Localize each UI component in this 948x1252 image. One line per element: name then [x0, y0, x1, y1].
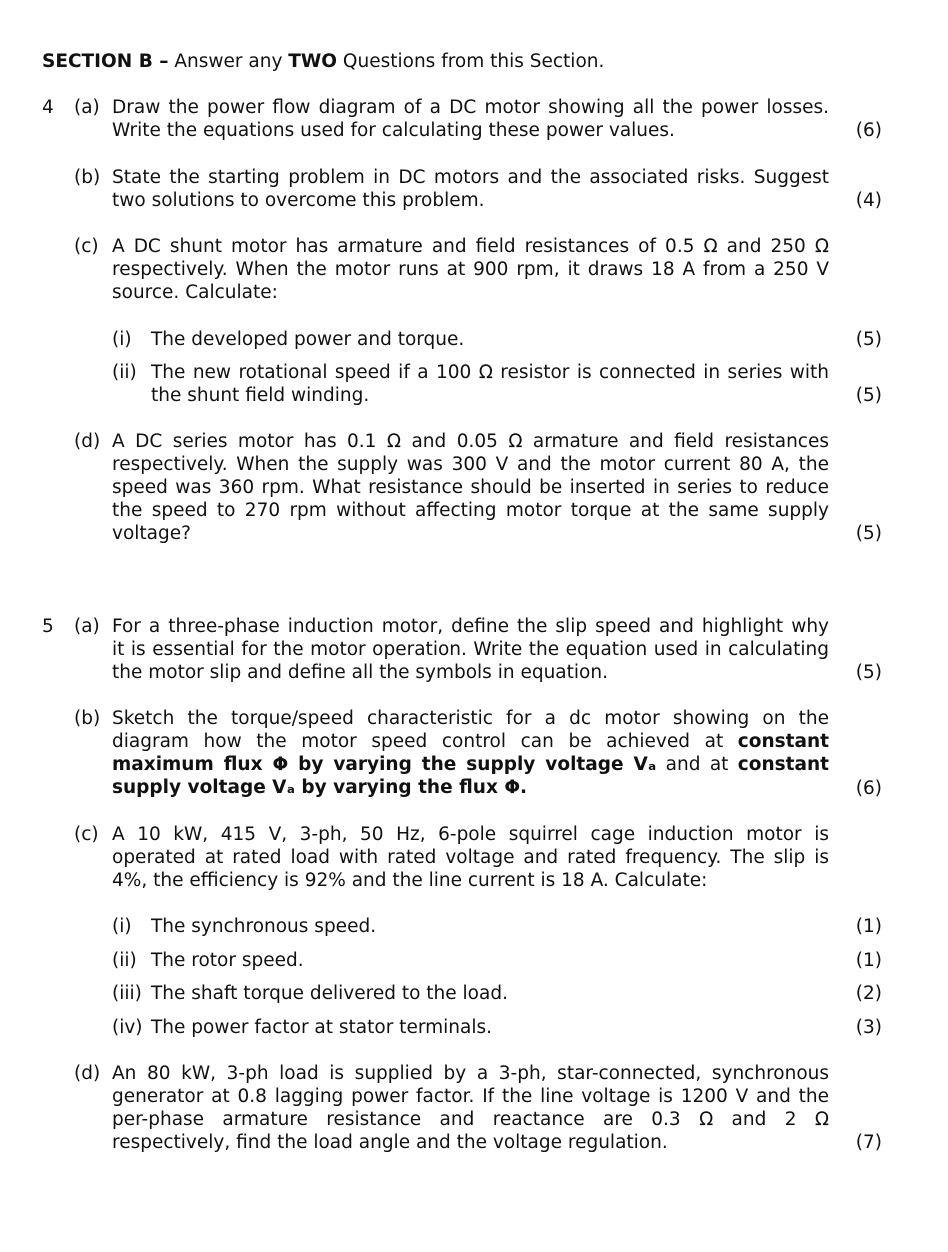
part-text	[112, 235, 829, 304]
text-line: respectively. When the supply was 300 V and the motor current 80 A, the	[112, 454, 829, 475]
marks: (5)	[855, 385, 882, 406]
text-line: The new rotational speed if a 100 Ω resistor is connected in series with	[151, 362, 829, 383]
text-line	[112, 753, 829, 776]
part-text	[112, 166, 829, 212]
text-line: A 10 kW, 415 V, 3-ph, 50 Hz, 6-pole squirrel cage induction motor is	[112, 824, 829, 845]
text-line: Draw the power flow diagram of a DC motor showing all the power losses.	[112, 97, 829, 118]
marks: (5)	[855, 523, 882, 544]
text-line: A DC shunt motor has armature and field resistances of 0.5 Ω and 250 Ω	[112, 236, 829, 257]
part-label: (a)	[74, 97, 100, 118]
part-label: (c)	[74, 236, 99, 257]
text-line: For a three-phase induction motor, define the slip speed and highlight why	[112, 616, 829, 637]
subpart-text: The rotor speed.	[151, 950, 304, 971]
part-label: (d)	[74, 431, 101, 452]
part-text	[112, 430, 829, 545]
text-run-bold: constant	[737, 731, 829, 752]
text-line: Write the equations used for calculating these power values.	[112, 120, 675, 141]
subpart-label: (ii)	[112, 950, 137, 971]
text-run: and at	[656, 754, 738, 775]
section-heading-prefix: SECTION B –	[42, 51, 169, 72]
text-line: two solutions to overcome this problem.	[112, 190, 485, 211]
text-line: An 80 kW, 3-ph load is supplied by a 3-ph, star-connected, synchronous	[112, 1063, 829, 1084]
marks: (3)	[855, 1017, 882, 1038]
part-label: (a)	[74, 616, 100, 637]
marks: (5)	[855, 329, 882, 350]
part-label: (c)	[74, 824, 99, 845]
text-line: the motor slip and define all the symbols in equation.	[112, 662, 608, 683]
marks: (6)	[855, 778, 882, 799]
part-label: (b)	[74, 708, 101, 729]
text-line: source. Calculate:	[112, 282, 278, 303]
text-line: the shunt field winding.	[151, 385, 370, 406]
subpart-label: (i)	[112, 329, 132, 350]
text-line: respectively. When the motor runs at 900 rpm, it draws 18 A from a 250 V	[112, 259, 829, 280]
text-line	[112, 730, 829, 753]
section-heading-two: TWO	[288, 51, 338, 72]
text-run-bold: maximum flux Φ by varying the supply voltage Vₐ	[112, 754, 657, 775]
part-text	[112, 96, 829, 142]
text-line: State the starting problem in DC motors and the associated risks. Suggest	[112, 167, 829, 188]
subpart-text: The shaft torque delivered to the load.	[151, 983, 508, 1004]
section-heading-mid: Answer any	[168, 51, 289, 72]
marks: (5)	[855, 662, 882, 683]
subpart-label: (ii)	[112, 362, 137, 383]
text-line: A DC series motor has 0.1 Ω and 0.05 Ω armature and field resistances	[112, 431, 829, 452]
subpart-label: (iv)	[112, 1017, 143, 1038]
subpart-label: (i)	[112, 916, 132, 937]
text-line: supply voltage Vₐ by varying the flux Φ.	[112, 777, 528, 798]
text-line: Sketch the torque/speed characteristic for a dc motor showing on the	[112, 708, 829, 729]
question-number: 4	[42, 97, 54, 118]
part-label: (b)	[74, 167, 101, 188]
part-label: (d)	[74, 1063, 101, 1084]
text-line: generator at 0.8 lagging power factor. If the line voltage is 1200 V and the	[112, 1086, 829, 1107]
subpart-text: The power factor at stator terminals.	[151, 1017, 492, 1038]
marks: (7)	[855, 1132, 882, 1153]
marks: (1)	[855, 950, 882, 971]
section-heading	[42, 50, 604, 73]
part-text	[112, 1062, 829, 1154]
subpart-text: The synchronous speed.	[151, 916, 377, 937]
part-text	[112, 823, 829, 892]
text-line: 4%, the efficiency is 92% and the line current is 18 A. Calculate:	[112, 870, 708, 891]
text-run-bold: constant	[737, 754, 829, 775]
text-run: diagram how the motor speed control can be achieved at	[112, 731, 738, 752]
part-text	[112, 707, 829, 799]
text-line: voltage?	[112, 523, 191, 544]
marks: (2)	[855, 983, 882, 1004]
text-line: per-phase armature resistance and reactance are 0.3 Ω and 2 Ω	[112, 1109, 829, 1130]
subpart-text: The developed power and torque.	[151, 329, 465, 350]
text-line: respectively, find the load angle and the voltage regulation.	[112, 1132, 668, 1153]
question-number: 5	[42, 616, 54, 637]
marks: (6)	[855, 120, 882, 141]
subpart-label: (iii)	[112, 983, 142, 1004]
marks: (1)	[855, 916, 882, 937]
marks: (4)	[855, 190, 882, 211]
part-text	[112, 615, 829, 684]
text-line: speed was 360 rpm. What resistance should be inserted in series to reduce	[112, 477, 829, 498]
text-line: the speed to 270 rpm without affecting motor torque at the same supply	[112, 500, 829, 521]
subpart-text	[151, 361, 829, 407]
section-heading-suffix: Questions from this Section.	[337, 51, 605, 72]
text-line: it is essential for the motor operation. Write the equation used in calculating	[112, 639, 829, 660]
text-line: operated at rated load with rated voltage and rated frequency. The slip is	[112, 847, 829, 868]
